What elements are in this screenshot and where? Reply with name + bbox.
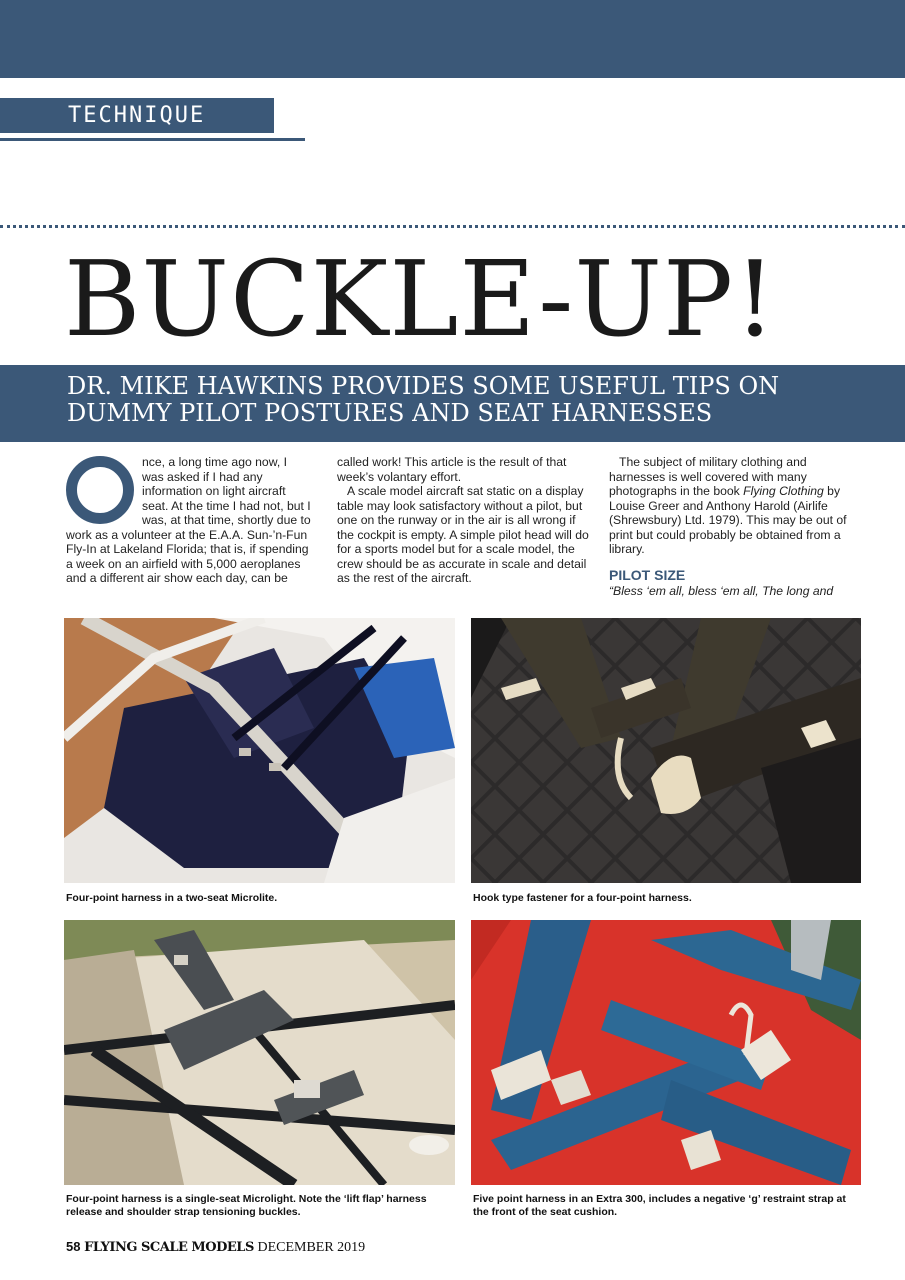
book-title: Flying Clothing bbox=[743, 484, 824, 498]
body-text: by Louise Greer and Anthony Harold (Airlife (Shrewsbury) Ltd. 1979). This may be out of print but could probably be obtained from a library. bbox=[609, 484, 847, 556]
body-column-3 bbox=[609, 455, 864, 598]
body-text: The subject of military clothing and harnesses is well covered with many photographs in the book bbox=[609, 455, 807, 498]
body-column-2 bbox=[337, 455, 589, 586]
body-paragraph: A scale model aircraft sat static on a display table may look satisfactory without a pilot, but one on the runway or in the air is all wrong if the cockpit is empty. A simple pilot head will do for a sports model but for a scale model, the crew should be as accurate in scale and detail as the rest of the aircraft. bbox=[337, 484, 589, 585]
page-number: 58 bbox=[66, 1239, 81, 1254]
article-title: BUCKLE-UP! bbox=[64, 238, 777, 360]
photo-microlight-harness bbox=[64, 920, 455, 1185]
subhead-pilot-size: PILOT SIZE bbox=[609, 566, 686, 583]
page-footer bbox=[66, 1239, 365, 1256]
drop-cap bbox=[66, 455, 134, 523]
body-paragraph bbox=[609, 455, 864, 557]
body-column-1 bbox=[66, 455, 312, 586]
quote-text: “Bless ‘em all, bless ‘em all, The long and bbox=[609, 583, 834, 598]
photo-hook-fastener bbox=[471, 618, 861, 883]
drop-cap-letter bbox=[66, 456, 134, 524]
dotted-divider bbox=[0, 225, 905, 228]
article-deck bbox=[67, 373, 867, 427]
photo-caption: Five point harness in an Extra 300, includes a negative ‘g’ restraint strap at the front of the seat cushion. bbox=[473, 1193, 846, 1218]
photo-caption: Four-point harness is a single-seat Microlight. Note the ‘lift flap’ harness release and shoulder strap tensioning buckles. bbox=[66, 1193, 427, 1218]
issue-date: DECEMBER 2019 bbox=[257, 1240, 366, 1255]
photo-extra-300-harness bbox=[471, 920, 861, 1185]
photo-microlite-harness bbox=[64, 618, 455, 883]
magazine-name: FLYING SCALE MODELS bbox=[84, 1240, 254, 1255]
section-rule bbox=[0, 138, 305, 141]
deck-line-1: DR. MIKE HAWKINS PROVIDES SOME USEFUL TIPS ON bbox=[67, 372, 780, 400]
deck-line-2: DUMMY PILOT POSTURES AND SEAT HARNESSES bbox=[67, 399, 713, 427]
photo-caption: Hook type fastener for a four-point harness. bbox=[473, 892, 692, 904]
photo-caption: Four-point harness in a two-seat Microlite. bbox=[66, 892, 278, 904]
top-banner bbox=[0, 0, 905, 78]
section-label: TECHNIQUE bbox=[0, 98, 274, 133]
body-paragraph: nce, a long time ago now, I was asked if I had any information on light aircraft seat. At the time I had not, but I was, at that time, shortly due to work as a volunteer at the E.A.A. Sun-’n-Fun Fly-In at Lakeland Florida; that is, if spending a week on an airfield with 5,000 aeroplanes and a different air show each day, can be bbox=[66, 455, 311, 585]
body-paragraph: called work! This article is the result of that week’s volantary effort. bbox=[337, 455, 567, 484]
